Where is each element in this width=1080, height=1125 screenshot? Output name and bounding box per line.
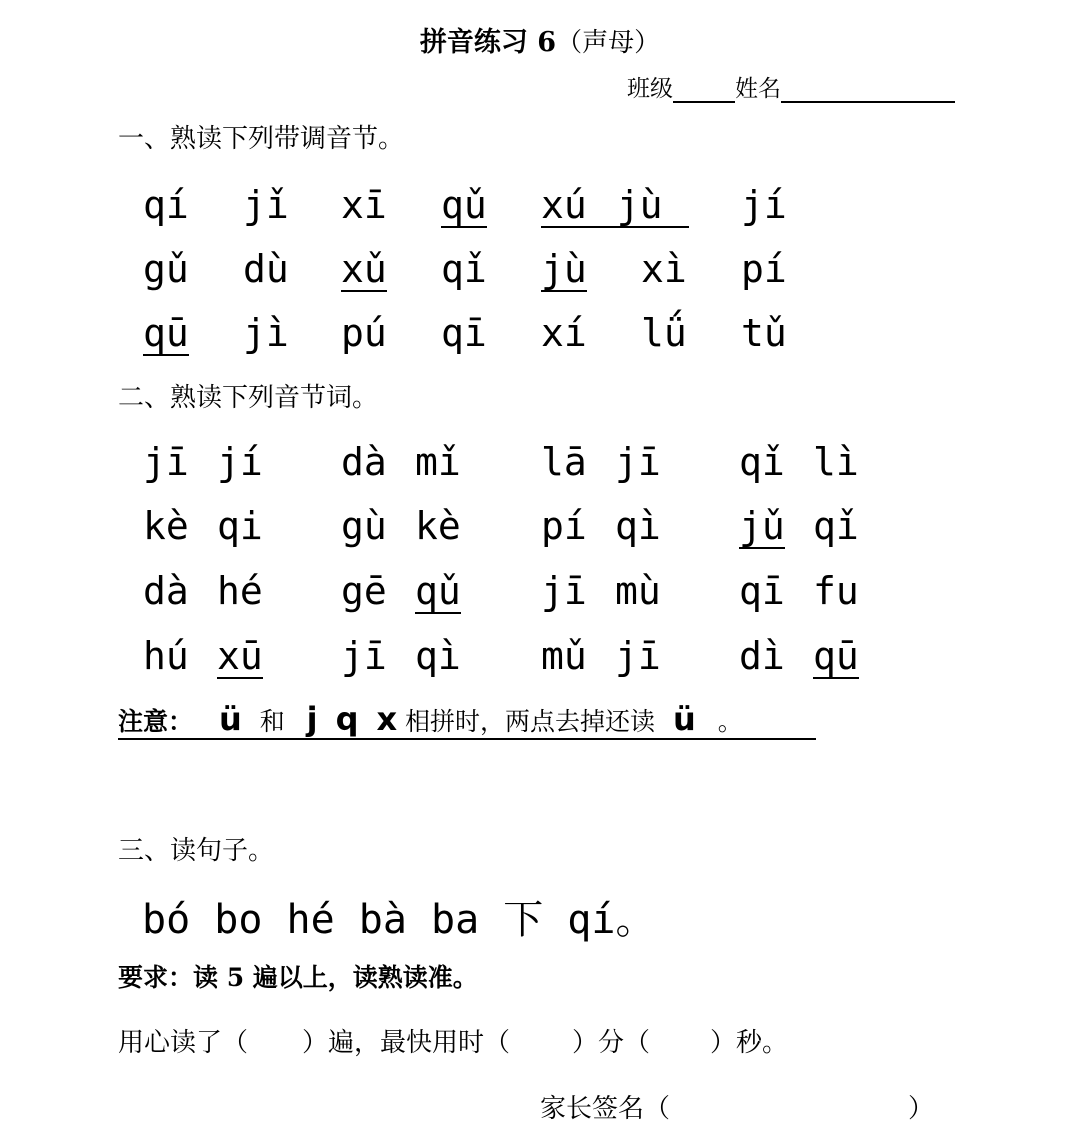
s2-r1-w3-b: jī — [615, 440, 661, 484]
s2-r2-w1-a: kè — [143, 504, 189, 548]
s2-r3-w2-b: qǔ — [415, 569, 461, 613]
record-part1: 用心读了（ — [118, 1028, 249, 1058]
note-text: 相拼时，两点去掉还读 — [405, 707, 656, 736]
s1-r1-c5: xú — [541, 183, 587, 227]
s2-r4-w3-a: mǔ — [541, 634, 587, 678]
s1-r1-c2: jǐ — [243, 183, 289, 227]
title-subtitle: （声母） — [556, 28, 661, 58]
s2-r2-w3-b: qì — [615, 504, 661, 548]
s2-r2-w1-b: qi — [217, 504, 263, 548]
s2-r3-w3-a: jī — [541, 569, 587, 613]
s1-r3-c5: xí — [541, 311, 587, 355]
s2-r1-w2-b: mǐ — [415, 440, 461, 484]
section3-heading: 三、读句子。 — [118, 836, 275, 866]
note-j: j — [306, 700, 318, 738]
s2-r3-w1-a: dà — [143, 569, 189, 613]
s1-r1-c7: jí — [741, 183, 787, 227]
s2-r2-w2-b: kè — [415, 504, 461, 548]
practice-sentence: bó bo hé bà ba 下 qí。 — [142, 897, 656, 943]
note-u-umlaut-2: ü — [673, 700, 696, 738]
s2-r2-w4-a: jǔ — [739, 504, 785, 548]
s2-r4-w2-a: jī — [341, 634, 387, 678]
s2-r3-w4-a: qī — [739, 569, 785, 613]
s1-r3-c2: jì — [243, 311, 289, 355]
s1-r1-c1: qí — [143, 183, 189, 227]
s2-r2-w4-b: qǐ — [813, 504, 859, 548]
s1-r1-word-underline — [541, 183, 689, 228]
title-main: 拼音练习 6 — [419, 27, 557, 58]
s2-r1-w3-a: lā — [541, 440, 587, 484]
s1-r3-c4: qī — [441, 311, 487, 355]
record-part3: ）分（ — [572, 1028, 651, 1058]
s2-r4-w1-a: hú — [143, 634, 189, 678]
s1-r2-c2: dù — [243, 247, 289, 291]
s2-r4-w4-b: qū — [813, 634, 859, 678]
s2-r4-w3-b: jī — [615, 634, 661, 678]
s2-r1-w4-a: qǐ — [739, 440, 785, 484]
requirement-text: 要求：读 5 遍以上，读熟读准。 — [118, 963, 478, 992]
class-label: 班级 — [627, 76, 673, 102]
s2-r3-w3-b: mù — [615, 569, 661, 613]
s2-r4-w4-a: dì — [739, 634, 785, 678]
parent-signature — [540, 1088, 934, 1125]
name-blank[interactable] — [781, 75, 955, 103]
record-part4: ）秒。 — [710, 1028, 789, 1058]
s2-r3-w4-b: fu — [813, 569, 859, 613]
s2-r1-w4-b: lì — [813, 440, 859, 484]
s1-r3-c6: lǘ — [641, 311, 687, 355]
s2-r2-w3-a: pí — [541, 504, 587, 548]
s2-r1-w1-a: jī — [143, 440, 189, 484]
section2-heading: 二、熟读下列音节词。 — [118, 383, 379, 413]
s1-r2-c7: pí — [741, 247, 787, 291]
s2-r1-w2-a: dà — [341, 440, 387, 484]
note-q: q — [335, 700, 359, 738]
s2-r3-w1-b: hé — [217, 569, 263, 613]
name-label: 姓名 — [735, 76, 781, 102]
page-title — [0, 20, 1080, 59]
s2-r4-w1-b: xū — [217, 634, 263, 678]
s2-r1-w1-b: jí — [217, 440, 263, 484]
s1-r2-c3: xǔ — [341, 247, 387, 291]
s1-r2-c6: xì — [641, 247, 687, 291]
s2-r4-w2-b: qì — [415, 634, 461, 678]
s1-r3-c3: pú — [341, 311, 387, 355]
s1-r3-c7: tǔ — [741, 311, 787, 355]
signature-label: 家长签名（ — [540, 1094, 671, 1124]
note-line — [118, 700, 816, 740]
reading-record — [118, 1022, 788, 1059]
s1-r2-c1: gǔ — [143, 247, 189, 291]
s1-r1-c6: jù — [616, 183, 663, 227]
s1-r1-c4: qǔ — [441, 183, 487, 227]
s2-r2-w2-a: gù — [341, 504, 387, 548]
note-label: 注意： — [118, 707, 194, 736]
section1-heading: 一、熟读下列带调音节。 — [118, 124, 405, 154]
s1-r2-c4: qǐ — [441, 247, 487, 291]
note-u-umlaut: ü — [218, 700, 242, 738]
class-blank[interactable] — [673, 75, 735, 103]
note-end: 。 — [717, 707, 743, 736]
s2-r3-w2-a: gē — [341, 569, 387, 613]
student-info-line — [627, 70, 955, 103]
note-x: x — [376, 700, 398, 738]
s1-r1-c3: xī — [341, 183, 387, 227]
note-and: 和 — [259, 707, 285, 736]
signature-close: ） — [908, 1094, 935, 1124]
record-part2: ）遍，最快用时（ — [302, 1028, 511, 1058]
s1-r2-c5: jù — [541, 247, 587, 291]
s1-r3-c1: qū — [143, 311, 189, 355]
